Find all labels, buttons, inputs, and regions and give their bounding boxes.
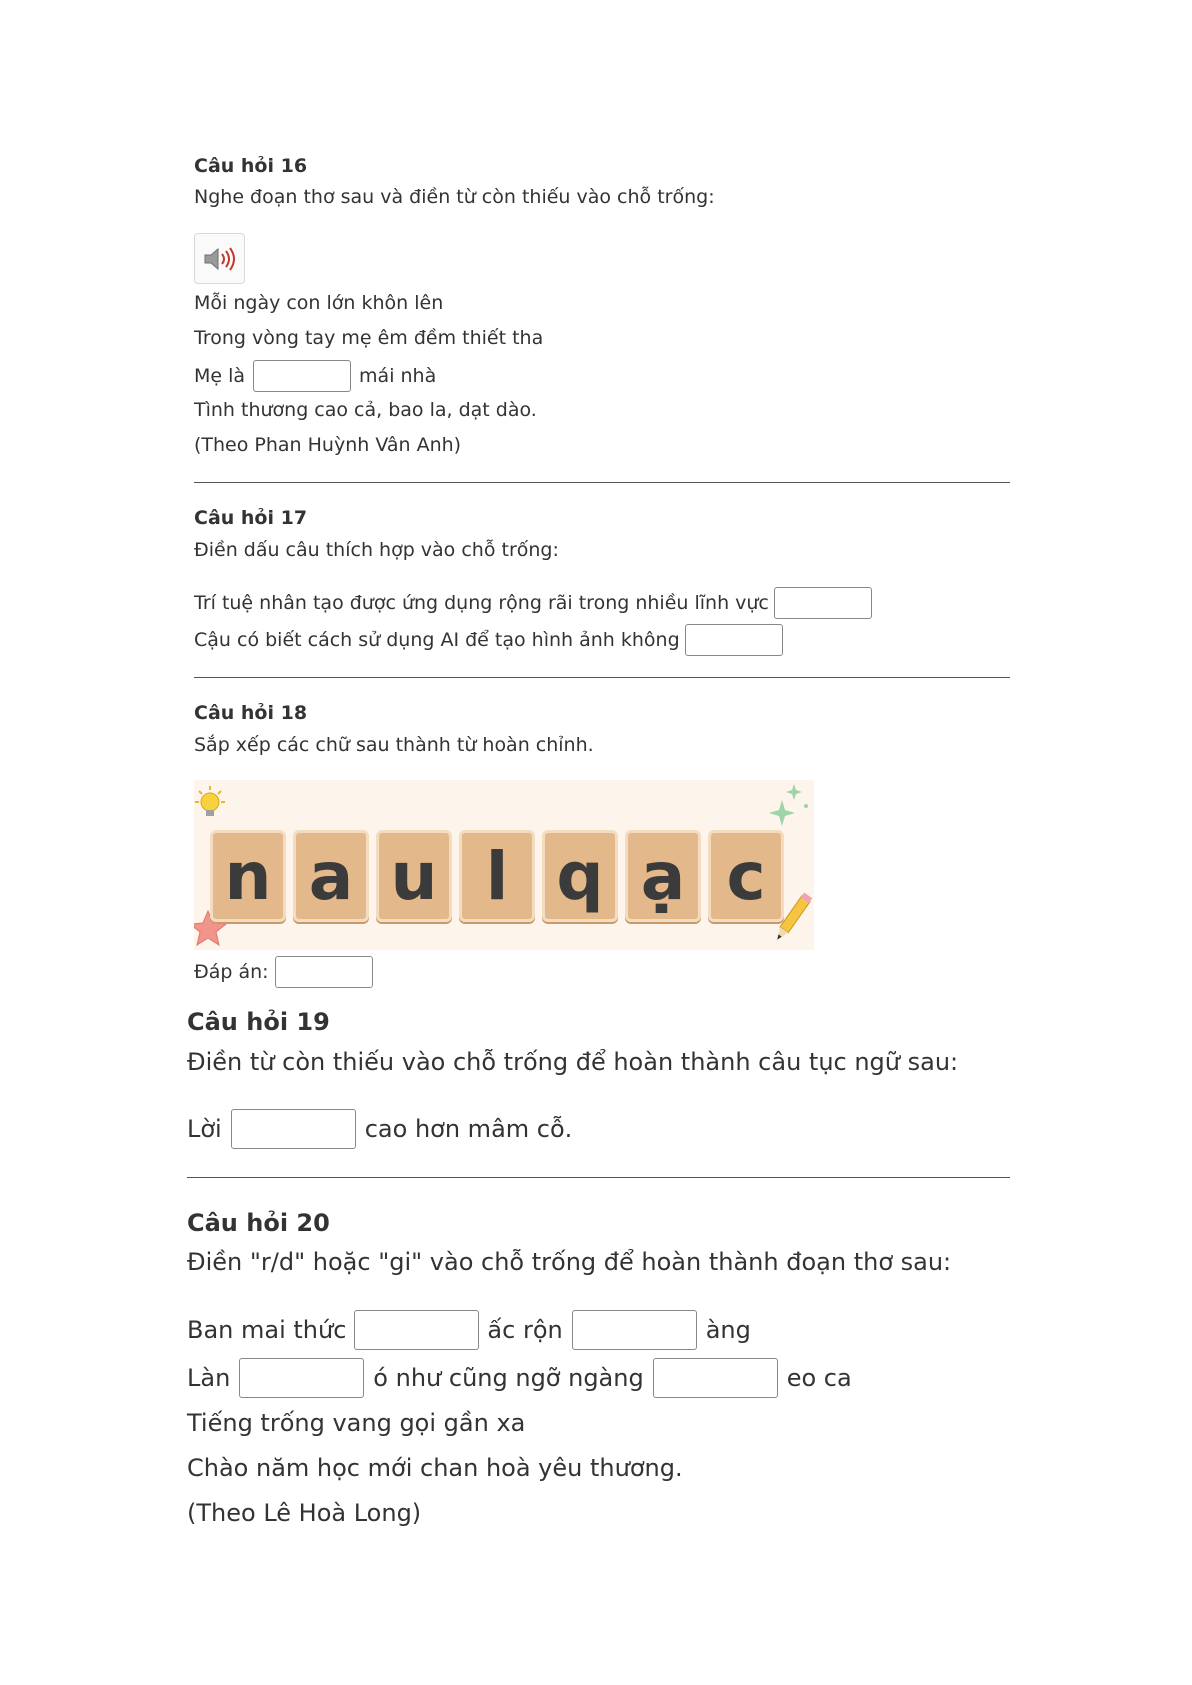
letter-tile: l [459,830,535,922]
letter-tile: n [210,830,286,922]
q16-source: (Theo Phan Huỳnh Vân Anh) [194,434,462,456]
q18-title: Câu hỏi 18 [194,702,308,724]
q20-answer-input-2[interactable] [572,1310,697,1350]
q17-title: Câu hỏi 17 [194,507,308,529]
q20-answer-input-1[interactable] [354,1310,479,1350]
q17-answer-input-1[interactable] [774,587,872,619]
q17-sentence-2 [194,623,783,657]
q20-line-2-a: Làn [187,1364,231,1392]
q20-line-3: Tiếng trống vang gọi gần xa [187,1409,526,1437]
q19-answer-input[interactable] [231,1109,356,1149]
q20-line-1 [187,1309,751,1351]
q20-answer-input-3[interactable] [239,1358,364,1398]
q20-instruction: Điền "r/d" hoặc "gi" vào chỗ trống để hoàn thành đoạn thơ sau: [187,1248,952,1276]
q19-title: Câu hỏi 19 [187,1008,330,1036]
q20-line-1-a: Ban mai thức [187,1316,347,1344]
divider [187,1177,1010,1178]
q20-line-2 [187,1357,852,1399]
q16-line-1: Mỗi ngày con lớn khôn lên [194,292,444,314]
q18-answer-label: Đáp án: [194,961,269,983]
q18-answer-row [194,955,373,989]
q20-answer-input-4[interactable] [653,1358,778,1398]
letter-tile: u [376,830,452,922]
q17-sentence-2-text: Cậu có biết cách sử dụng AI để tạo hình ảnh không [194,629,680,651]
q16-line-3-before: Mẹ là [194,365,246,387]
q16-line-3-after: mái nhà [359,365,437,387]
q19-after: cao hơn mâm cỗ. [364,1115,573,1143]
letter-tiles-image [194,780,814,950]
divider [194,482,1010,483]
q17-sentence-1-text: Trí tuệ nhân tạo được ứng dụng rộng rãi trong nhiều lĩnh vực [194,592,769,614]
q16-line-2: Trong vòng tay mẹ êm đềm thiết tha [194,327,544,349]
q17-answer-input-2[interactable] [685,624,783,656]
sparkle-icon [768,782,814,828]
q18-answer-input[interactable] [275,956,373,988]
q20-line-4: Chào năm học mới chan hoà yêu thương. [187,1454,683,1482]
letter-tile: q [542,830,618,922]
q16-line-4: Tình thương cao cả, bao la, dạt dào. [194,399,537,421]
q16-title: Câu hỏi 16 [194,155,308,177]
q20-title: Câu hỏi 20 [187,1209,330,1237]
q20-line-1-c: àng [705,1316,751,1344]
letter-tile: a [293,830,369,922]
q16-answer-input[interactable] [253,360,351,392]
q17-instruction: Điền dấu câu thích hợp vào chỗ trống: [194,539,559,561]
q19-instruction: Điền từ còn thiếu vào chỗ trống để hoàn thành câu tục ngữ sau: [187,1048,959,1076]
letter-tile: ạ [625,830,701,922]
q20-line-2-c: eo ca [786,1364,852,1392]
q18-instruction: Sắp xếp các chữ sau thành từ hoàn chỉnh. [194,734,594,756]
q16-instruction: Nghe đoạn thơ sau và điền từ còn thiếu vào chỗ trống: [194,186,715,208]
letter-tile: c [708,830,784,922]
audio-play-button[interactable] [194,233,245,284]
q19-proverb [187,1108,572,1150]
lightbulb-icon [194,784,230,824]
q19-before: Lời [187,1115,222,1143]
q17-sentence-1 [194,586,872,620]
speaker-icon [203,246,237,272]
divider [194,677,1010,678]
q20-line-2-b: ó như cũng ngỡ ngàng [373,1364,644,1392]
q20-source: (Theo Lê Hoà Long) [187,1499,422,1527]
q20-line-1-b: ấc rộn [487,1316,563,1344]
q16-line-3 [194,359,436,393]
